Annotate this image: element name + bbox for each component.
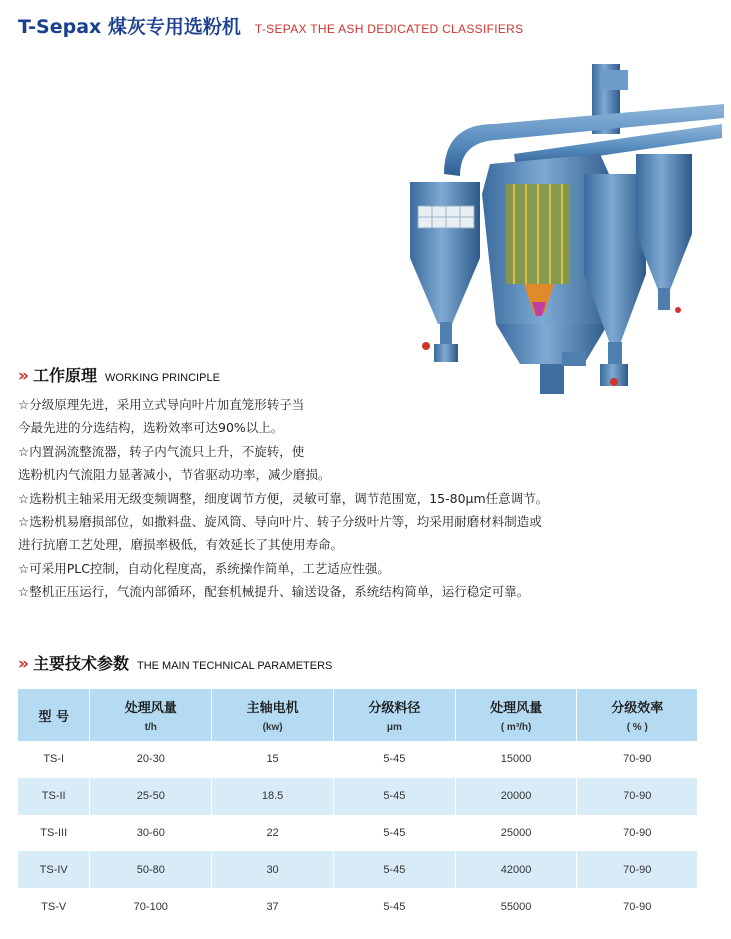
column-header-particle-size: 分级料径 μm	[334, 689, 456, 741]
parameters-title-english: THE MAIN TECHNICAL PARAMETERS	[137, 660, 333, 672]
table-row	[18, 778, 697, 815]
table-cell: TS-III	[18, 815, 90, 852]
table-cell: 5-45	[334, 741, 456, 778]
principle-line: 今最先进的分选结构，选粉效率可达90%以上。	[18, 420, 284, 436]
table-row	[18, 741, 697, 778]
table-row	[18, 851, 697, 888]
principle-line: 选粉机内气流阻力显著减小，节省驱动功率，减少磨损。	[18, 467, 331, 483]
table-cell: 20-30	[90, 741, 212, 778]
page-title-english: T-SEPAX THE ASH DEDICATED CLASSIFIERS	[254, 22, 524, 36]
table-cell: TS-II	[18, 778, 90, 815]
section-marker: »	[18, 366, 29, 386]
table-cell: 70-90	[577, 815, 697, 852]
column-header-capacity: 处理风量 t/h	[90, 689, 212, 741]
table-cell: 42000	[456, 851, 578, 888]
table-cell: 5-45	[334, 888, 456, 925]
table-cell: 15	[212, 741, 334, 778]
classifier-machine-illustration	[404, 64, 730, 400]
table-cell: 15000	[456, 741, 578, 778]
principle-line: ☆分级原理先进，采用立式导向叶片加直笼形转子当	[18, 397, 305, 412]
parameters-title: 主要技术参数	[32, 654, 129, 673]
parameters-heading	[18, 651, 332, 674]
column-header-model: 型 号	[18, 689, 90, 741]
working-principle-title: 工作原理	[32, 366, 97, 385]
rear-cyclone-body	[636, 154, 692, 234]
table-cell: 30	[212, 851, 334, 888]
working-principle-title-english: WORKING PRINCIPLE	[105, 372, 220, 384]
table-cell: 5-45	[334, 778, 456, 815]
table-cell: 5-45	[334, 815, 456, 852]
table-cell: 37	[212, 888, 334, 925]
table-cell: 22	[212, 815, 334, 852]
parameters-table	[18, 689, 697, 925]
table-header-row	[18, 689, 697, 741]
table-cell: 55000	[456, 888, 578, 925]
left-cyclone-cone	[410, 258, 480, 324]
table-cell: TS-I	[18, 741, 90, 778]
table-cell: 70-90	[577, 778, 697, 815]
column-header-motor: 主轴电机 (kw)	[212, 689, 334, 741]
table-cell: 25-50	[90, 778, 212, 815]
working-principle-text	[18, 393, 678, 604]
principle-line: ☆内置涡流整流器，转子内气流只上升，不旋转，使	[18, 443, 305, 459]
table-row	[18, 888, 697, 925]
column-header-air-volume: 处理风量 ( m³/h)	[456, 689, 578, 741]
page-title: T-Sepax 煤灰专用选粉机	[18, 16, 241, 38]
section-marker: »	[18, 654, 29, 674]
table-cell: 5-45	[334, 851, 456, 888]
table-cell: 70-90	[577, 741, 697, 778]
table-cell: 70-90	[577, 888, 697, 925]
table-cell: 18.5	[212, 778, 334, 815]
table-cell: 20000	[456, 778, 578, 815]
column-header-efficiency: 分级效率 ( % )	[577, 689, 697, 741]
principle-line: ☆可采用PLC控制，自动化程度高，系统操作简单，工艺适应性强。	[18, 560, 390, 576]
principle-line: ☆选粉机易磨损部位，如撒料盘、旋风筒、导向叶片、转子分级叶片等，均采用耐磨材料制造或	[18, 513, 542, 529]
table-cell: TS-V	[18, 888, 90, 925]
page-header	[18, 12, 523, 40]
principle-line: ☆选粉机主轴采用无级变频调整，细度调节方便，灵敏可靠，调节范围宽，15-80μm任意调节。	[18, 490, 549, 506]
principle-line: 进行抗磨工艺处理，磨损率极低，有效延长了其使用寿命。	[18, 537, 344, 553]
working-principle-heading	[18, 363, 220, 386]
table-cell: 30-60	[90, 815, 212, 852]
table-cell: TS-IV	[18, 851, 90, 888]
principle-line: ☆整机正压运行，气流内部循环，配套机械提升、输送设备，系统结构简单，运行稳定可靠。	[18, 584, 530, 600]
table-cell: 50-80	[90, 851, 212, 888]
table-cell: 25000	[456, 815, 578, 852]
table-row	[18, 815, 697, 852]
table-cell: 70-100	[90, 888, 212, 925]
table-cell: 70-90	[577, 851, 697, 888]
